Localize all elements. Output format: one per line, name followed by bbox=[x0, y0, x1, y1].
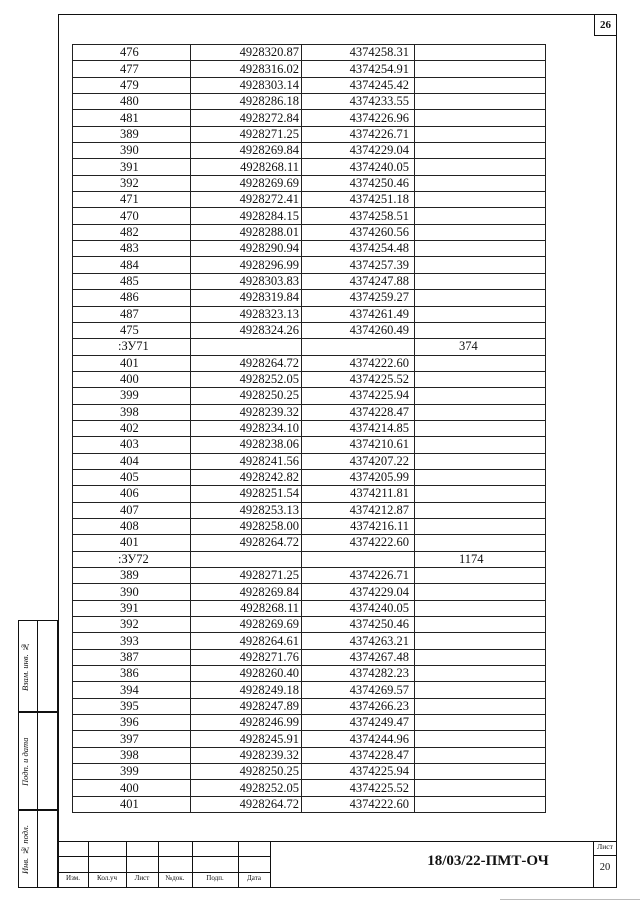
inv-no-box bbox=[18, 620, 58, 712]
table-row bbox=[73, 159, 546, 175]
table-row bbox=[73, 518, 546, 534]
y-coordinate-cell: 4374240.05 bbox=[302, 159, 415, 175]
table-row bbox=[73, 698, 546, 714]
point-number-cell: 408 bbox=[73, 518, 191, 534]
y-coordinate-cell: 4374233.55 bbox=[302, 94, 415, 110]
area-cell bbox=[415, 159, 546, 175]
point-number-cell: 401 bbox=[73, 796, 191, 812]
area-cell bbox=[415, 175, 546, 191]
x-coordinate-cell: 4928260.40 bbox=[191, 666, 302, 682]
area-cell bbox=[415, 388, 546, 404]
col-izm-label: Изм. bbox=[66, 874, 80, 882]
x-coordinate-cell: 4928268.11 bbox=[191, 600, 302, 616]
point-number-cell: 390 bbox=[73, 143, 191, 159]
x-coordinate-cell: 4928323.13 bbox=[191, 306, 302, 322]
area-cell bbox=[415, 502, 546, 518]
area-cell bbox=[415, 290, 546, 306]
area-cell bbox=[415, 241, 546, 257]
y-coordinate-cell: 4374257.39 bbox=[302, 257, 415, 273]
point-number-cell: 389 bbox=[73, 126, 191, 142]
table-row bbox=[73, 502, 546, 518]
table-row bbox=[73, 110, 546, 126]
area-cell: 374 bbox=[415, 339, 546, 355]
y-coordinate-cell: 4374244.96 bbox=[302, 731, 415, 747]
area-cell bbox=[415, 126, 546, 142]
x-coordinate-cell: 4928264.72 bbox=[191, 355, 302, 371]
coordinates-table-body bbox=[73, 45, 546, 813]
y-coordinate-cell: 4374229.04 bbox=[302, 143, 415, 159]
area-cell bbox=[415, 355, 546, 371]
table-row bbox=[73, 388, 546, 404]
table-row bbox=[73, 77, 546, 93]
table-row bbox=[73, 535, 546, 551]
table-row bbox=[73, 747, 546, 763]
area-cell bbox=[415, 61, 546, 77]
table-row bbox=[73, 94, 546, 110]
area-cell bbox=[415, 731, 546, 747]
table-row bbox=[73, 61, 546, 77]
x-coordinate-cell: 4928234.10 bbox=[191, 420, 302, 436]
point-number-cell: 399 bbox=[73, 764, 191, 780]
area-cell bbox=[415, 224, 546, 240]
table-row bbox=[73, 617, 546, 633]
x-coordinate-cell: 4928264.72 bbox=[191, 796, 302, 812]
scan-edge-line bbox=[500, 899, 640, 900]
table-row bbox=[73, 453, 546, 469]
table-row bbox=[73, 192, 546, 208]
point-number-cell: 479 bbox=[73, 77, 191, 93]
table-row bbox=[73, 633, 546, 649]
x-coordinate-cell: 4928246.99 bbox=[191, 715, 302, 731]
area-cell bbox=[415, 404, 546, 420]
table-row bbox=[73, 257, 546, 273]
area-cell bbox=[415, 633, 546, 649]
area-cell bbox=[415, 208, 546, 224]
area-cell bbox=[415, 453, 546, 469]
x-coordinate-cell: 4928324.26 bbox=[191, 322, 302, 338]
y-coordinate-cell: 4374251.18 bbox=[302, 192, 415, 208]
table-row bbox=[73, 306, 546, 322]
y-coordinate-cell: 4374260.49 bbox=[302, 322, 415, 338]
area-cell bbox=[415, 77, 546, 93]
point-number-cell: :ЗУ71 bbox=[73, 339, 191, 355]
x-coordinate-cell: 4928258.00 bbox=[191, 518, 302, 534]
sheet-label: Лист bbox=[597, 842, 613, 851]
y-coordinate-cell: 4374226.71 bbox=[302, 568, 415, 584]
table-row bbox=[73, 486, 546, 502]
point-number-cell: 405 bbox=[73, 469, 191, 485]
point-number-cell: 480 bbox=[73, 94, 191, 110]
table-row bbox=[73, 764, 546, 780]
area-cell bbox=[415, 257, 546, 273]
x-coordinate-cell: 4928242.82 bbox=[191, 469, 302, 485]
y-coordinate-cell: 4374222.60 bbox=[302, 535, 415, 551]
point-number-cell: 401 bbox=[73, 535, 191, 551]
table-row bbox=[73, 469, 546, 485]
point-number-cell: 392 bbox=[73, 617, 191, 633]
area-cell bbox=[415, 617, 546, 633]
table-row bbox=[73, 143, 546, 159]
x-coordinate-cell: 4928239.32 bbox=[191, 747, 302, 763]
table-group-row bbox=[73, 551, 546, 567]
table-row bbox=[73, 241, 546, 257]
inv-no-label: Взам. инв. № bbox=[20, 642, 30, 692]
coordinates-table bbox=[72, 44, 546, 813]
y-coordinate-cell: 4374216.11 bbox=[302, 518, 415, 534]
x-coordinate-cell: 4928268.11 bbox=[191, 159, 302, 175]
col-kol-label: Кол.уч bbox=[97, 874, 117, 882]
x-coordinate-cell: 4928269.84 bbox=[191, 584, 302, 600]
y-coordinate-cell: 4374254.48 bbox=[302, 241, 415, 257]
point-number-cell: 407 bbox=[73, 502, 191, 518]
point-number-cell: 470 bbox=[73, 208, 191, 224]
table-row bbox=[73, 208, 546, 224]
y-coordinate-cell: 4374250.46 bbox=[302, 617, 415, 633]
point-number-cell: 475 bbox=[73, 322, 191, 338]
y-coordinate-cell bbox=[302, 551, 415, 567]
x-coordinate-cell: 4928251.54 bbox=[191, 486, 302, 502]
y-coordinate-cell: 4374258.51 bbox=[302, 208, 415, 224]
x-coordinate-cell: 4928264.61 bbox=[191, 633, 302, 649]
y-coordinate-cell: 4374222.60 bbox=[302, 355, 415, 371]
table-row bbox=[73, 666, 546, 682]
area-cell bbox=[415, 715, 546, 731]
y-coordinate-cell: 4374228.47 bbox=[302, 747, 415, 763]
document-code: 18/03/22-ПМТ-ОЧ bbox=[427, 853, 549, 869]
area-cell bbox=[415, 584, 546, 600]
left-signature-strip bbox=[18, 620, 58, 888]
area-cell: 1174 bbox=[415, 551, 546, 567]
area-cell bbox=[415, 698, 546, 714]
y-coordinate-cell: 4374228.47 bbox=[302, 404, 415, 420]
point-number-cell: 400 bbox=[73, 780, 191, 796]
y-coordinate-cell: 4374229.04 bbox=[302, 584, 415, 600]
point-number-cell: 389 bbox=[73, 568, 191, 584]
y-coordinate-cell: 4374240.05 bbox=[302, 600, 415, 616]
area-cell bbox=[415, 420, 546, 436]
x-coordinate-cell: 4928316.02 bbox=[191, 61, 302, 77]
y-coordinate-cell: 4374269.57 bbox=[302, 682, 415, 698]
area-cell bbox=[415, 143, 546, 159]
col-list-label: Лист bbox=[134, 874, 150, 882]
table-row bbox=[73, 45, 546, 61]
point-number-cell: 391 bbox=[73, 159, 191, 175]
area-cell bbox=[415, 437, 546, 453]
point-number-cell: 487 bbox=[73, 306, 191, 322]
area-cell bbox=[415, 568, 546, 584]
point-number-cell: 476 bbox=[73, 45, 191, 61]
col-ndok-label: №док. bbox=[165, 874, 185, 882]
point-number-cell: 398 bbox=[73, 747, 191, 763]
table-row bbox=[73, 682, 546, 698]
table-row bbox=[73, 371, 546, 387]
x-coordinate-cell: 4928247.89 bbox=[191, 698, 302, 714]
y-coordinate-cell: 4374222.60 bbox=[302, 796, 415, 812]
y-coordinate-cell: 4374205.99 bbox=[302, 469, 415, 485]
top-page-number: 26 bbox=[594, 15, 616, 36]
area-cell bbox=[415, 110, 546, 126]
y-coordinate-cell: 4374261.49 bbox=[302, 306, 415, 322]
x-coordinate-cell: 4928249.18 bbox=[191, 682, 302, 698]
y-coordinate-cell: 4374225.94 bbox=[302, 764, 415, 780]
table-row bbox=[73, 290, 546, 306]
point-number-cell: :ЗУ72 bbox=[73, 551, 191, 567]
point-number-cell: 404 bbox=[73, 453, 191, 469]
area-cell bbox=[415, 649, 546, 665]
y-coordinate-cell: 4374267.48 bbox=[302, 649, 415, 665]
x-coordinate-cell: 4928271.25 bbox=[191, 568, 302, 584]
area-cell bbox=[415, 600, 546, 616]
area-cell bbox=[415, 747, 546, 763]
point-number-cell: 387 bbox=[73, 649, 191, 665]
point-number-cell: 393 bbox=[73, 633, 191, 649]
area-cell bbox=[415, 682, 546, 698]
point-number-cell: 386 bbox=[73, 666, 191, 682]
x-coordinate-cell: 4928284.15 bbox=[191, 208, 302, 224]
table-row bbox=[73, 584, 546, 600]
point-number-cell: 482 bbox=[73, 224, 191, 240]
table-row bbox=[73, 273, 546, 289]
y-coordinate-cell: 4374212.87 bbox=[302, 502, 415, 518]
y-coordinate-cell bbox=[302, 339, 415, 355]
y-coordinate-cell: 4374210.61 bbox=[302, 437, 415, 453]
area-cell bbox=[415, 796, 546, 812]
y-coordinate-cell: 4374214.85 bbox=[302, 420, 415, 436]
point-number-cell: 390 bbox=[73, 584, 191, 600]
y-coordinate-cell: 4374282.23 bbox=[302, 666, 415, 682]
x-coordinate-cell: 4928271.25 bbox=[191, 126, 302, 142]
point-number-cell: 398 bbox=[73, 404, 191, 420]
table-row bbox=[73, 731, 546, 747]
y-coordinate-cell: 4374226.71 bbox=[302, 126, 415, 142]
x-coordinate-cell: 4928253.13 bbox=[191, 502, 302, 518]
area-cell bbox=[415, 486, 546, 502]
table-row bbox=[73, 437, 546, 453]
y-coordinate-cell: 4374211.81 bbox=[302, 486, 415, 502]
area-cell bbox=[415, 666, 546, 682]
y-coordinate-cell: 4374245.42 bbox=[302, 77, 415, 93]
area-cell bbox=[415, 273, 546, 289]
x-coordinate-cell: 4928241.56 bbox=[191, 453, 302, 469]
point-number-cell: 396 bbox=[73, 715, 191, 731]
sign-date-label: Подп. и дата bbox=[20, 737, 30, 787]
x-coordinate-cell bbox=[191, 339, 302, 355]
point-number-cell: 392 bbox=[73, 175, 191, 191]
inv-no-orig-label: Инв. № подл. bbox=[20, 825, 30, 875]
area-cell bbox=[415, 764, 546, 780]
y-coordinate-cell: 4374266.23 bbox=[302, 698, 415, 714]
x-coordinate-cell: 4928250.25 bbox=[191, 388, 302, 404]
area-cell bbox=[415, 306, 546, 322]
area-cell bbox=[415, 192, 546, 208]
y-coordinate-cell: 4374226.96 bbox=[302, 110, 415, 126]
table-row bbox=[73, 600, 546, 616]
table-row bbox=[73, 715, 546, 731]
x-coordinate-cell: 4928271.76 bbox=[191, 649, 302, 665]
point-number-cell: 486 bbox=[73, 290, 191, 306]
point-number-cell: 402 bbox=[73, 420, 191, 436]
y-coordinate-cell: 4374260.56 bbox=[302, 224, 415, 240]
area-cell bbox=[415, 94, 546, 110]
y-coordinate-cell: 4374247.88 bbox=[302, 273, 415, 289]
area-cell bbox=[415, 45, 546, 61]
point-number-cell: 399 bbox=[73, 388, 191, 404]
y-coordinate-cell: 4374254.91 bbox=[302, 61, 415, 77]
point-number-cell: 401 bbox=[73, 355, 191, 371]
table-row bbox=[73, 796, 546, 812]
x-coordinate-cell: 4928272.84 bbox=[191, 110, 302, 126]
x-coordinate-cell: 4928252.05 bbox=[191, 371, 302, 387]
point-number-cell: 485 bbox=[73, 273, 191, 289]
inv-no-orig-box bbox=[18, 810, 58, 888]
x-coordinate-cell: 4928252.05 bbox=[191, 780, 302, 796]
area-cell bbox=[415, 469, 546, 485]
table-row bbox=[73, 404, 546, 420]
y-coordinate-cell: 4374249.47 bbox=[302, 715, 415, 731]
table-row bbox=[73, 568, 546, 584]
point-number-cell: 471 bbox=[73, 192, 191, 208]
area-cell bbox=[415, 535, 546, 551]
x-coordinate-cell: 4928264.72 bbox=[191, 535, 302, 551]
y-coordinate-cell: 4374207.22 bbox=[302, 453, 415, 469]
table-group-row bbox=[73, 339, 546, 355]
point-number-cell: 400 bbox=[73, 371, 191, 387]
x-coordinate-cell: 4928272.41 bbox=[191, 192, 302, 208]
x-coordinate-cell bbox=[191, 551, 302, 567]
x-coordinate-cell: 4928290.94 bbox=[191, 241, 302, 257]
x-coordinate-cell: 4928320.87 bbox=[191, 45, 302, 61]
x-coordinate-cell: 4928303.83 bbox=[191, 273, 302, 289]
x-coordinate-cell: 4928238.06 bbox=[191, 437, 302, 453]
point-number-cell: 406 bbox=[73, 486, 191, 502]
y-coordinate-cell: 4374250.46 bbox=[302, 175, 415, 191]
area-cell bbox=[415, 518, 546, 534]
table-row bbox=[73, 780, 546, 796]
point-number-cell: 391 bbox=[73, 600, 191, 616]
table-row bbox=[73, 322, 546, 338]
point-number-cell: 403 bbox=[73, 437, 191, 453]
x-coordinate-cell: 4928239.32 bbox=[191, 404, 302, 420]
point-number-cell: 394 bbox=[73, 682, 191, 698]
sign-date-box bbox=[18, 712, 58, 810]
area-cell bbox=[415, 371, 546, 387]
y-coordinate-cell: 4374258.31 bbox=[302, 45, 415, 61]
x-coordinate-cell: 4928288.01 bbox=[191, 224, 302, 240]
point-number-cell: 481 bbox=[73, 110, 191, 126]
title-block bbox=[58, 841, 617, 888]
table-row bbox=[73, 420, 546, 436]
area-cell bbox=[415, 322, 546, 338]
x-coordinate-cell: 4928269.69 bbox=[191, 617, 302, 633]
y-coordinate-cell: 4374225.52 bbox=[302, 780, 415, 796]
y-coordinate-cell: 4374263.21 bbox=[302, 633, 415, 649]
x-coordinate-cell: 4928269.84 bbox=[191, 143, 302, 159]
x-coordinate-cell: 4928245.91 bbox=[191, 731, 302, 747]
x-coordinate-cell: 4928296.99 bbox=[191, 257, 302, 273]
point-number-cell: 484 bbox=[73, 257, 191, 273]
sheet-number: 20 bbox=[599, 862, 611, 873]
col-podp-label: Подп. bbox=[206, 874, 224, 882]
table-row bbox=[73, 126, 546, 142]
y-coordinate-cell: 4374225.94 bbox=[302, 388, 415, 404]
x-coordinate-cell: 4928286.18 bbox=[191, 94, 302, 110]
table-row bbox=[73, 224, 546, 240]
table-row bbox=[73, 175, 546, 191]
table-row bbox=[73, 355, 546, 371]
area-cell bbox=[415, 780, 546, 796]
point-number-cell: 477 bbox=[73, 61, 191, 77]
x-coordinate-cell: 4928303.14 bbox=[191, 77, 302, 93]
x-coordinate-cell: 4928250.25 bbox=[191, 764, 302, 780]
y-coordinate-cell: 4374259.27 bbox=[302, 290, 415, 306]
table-row bbox=[73, 649, 546, 665]
x-coordinate-cell: 4928319.84 bbox=[191, 290, 302, 306]
x-coordinate-cell: 4928269.69 bbox=[191, 175, 302, 191]
point-number-cell: 395 bbox=[73, 698, 191, 714]
point-number-cell: 397 bbox=[73, 731, 191, 747]
y-coordinate-cell: 4374225.52 bbox=[302, 371, 415, 387]
col-data-label: Дата bbox=[247, 874, 261, 882]
point-number-cell: 483 bbox=[73, 241, 191, 257]
